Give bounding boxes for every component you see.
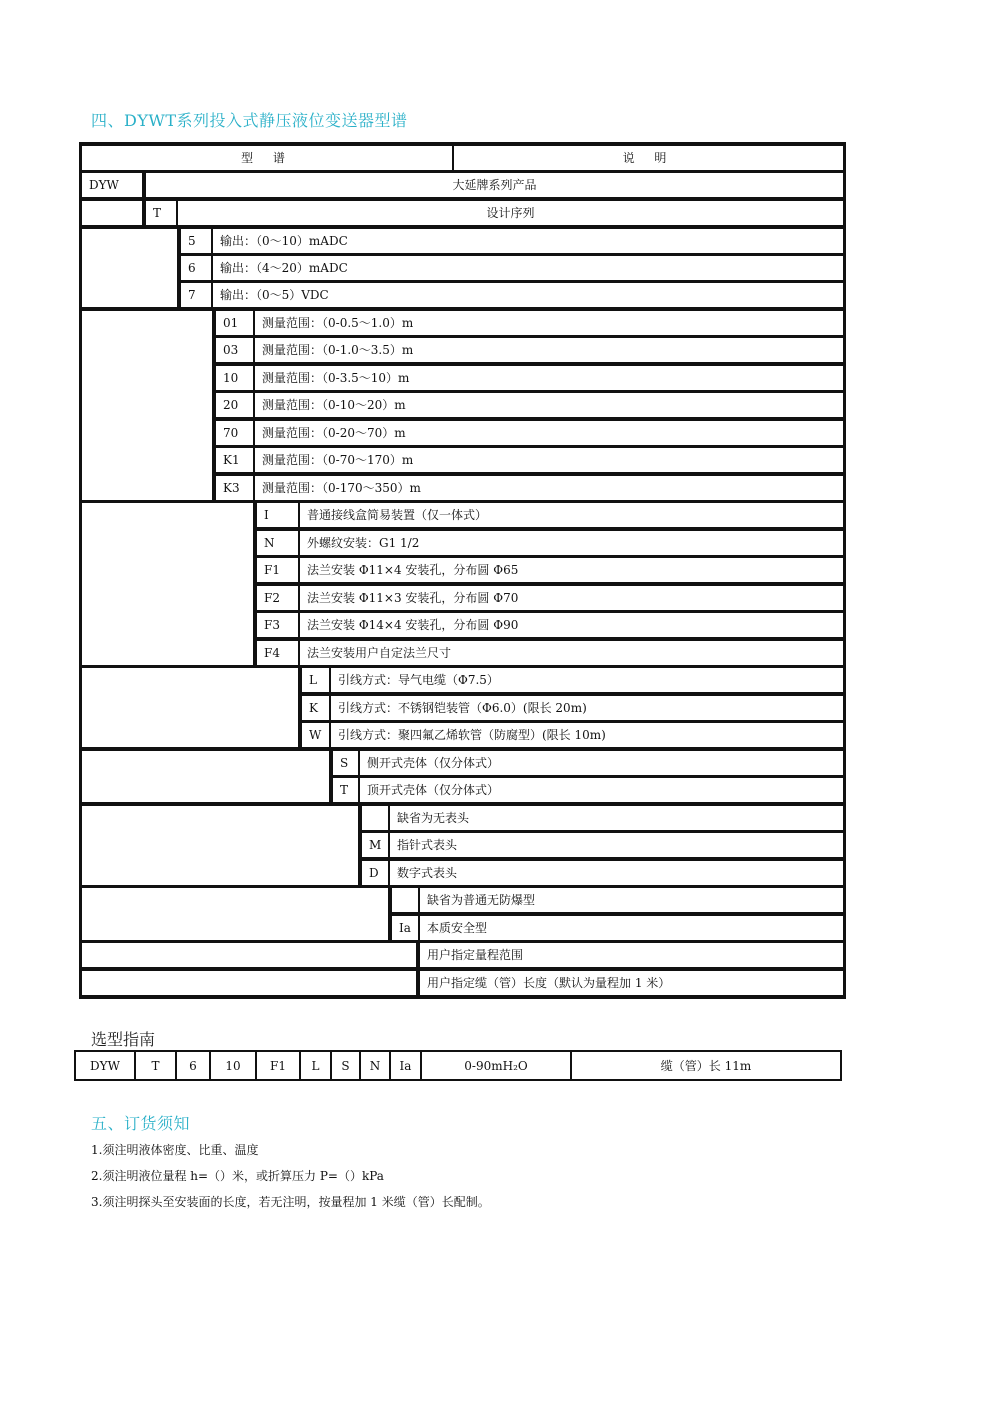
code-cell: N xyxy=(255,529,300,557)
description-cell: 测量范围：（0-1.0～3.5）m xyxy=(253,336,845,364)
order-note: 3.须注明探头至安装面的长度，若无注明，按量程加 1 米缆（管）长配制。 xyxy=(91,1195,490,1209)
code-cell: F3 xyxy=(255,611,300,639)
description-cell: 本质安全型 xyxy=(418,914,845,942)
code-cell: S xyxy=(331,749,360,777)
section-5-title: 五、订货须知 xyxy=(91,1114,191,1133)
group-blank-cell xyxy=(80,199,144,227)
guide-cell: 6 xyxy=(175,1050,211,1081)
group-blank-cell xyxy=(80,666,300,749)
description-cell: 输出：（4～20）mADC xyxy=(211,254,845,282)
group-blank-cell xyxy=(80,969,418,997)
code-cell: 20 xyxy=(214,391,255,419)
code-cell: W xyxy=(300,721,331,749)
description-cell: 测量范围：（0-170～350）m xyxy=(253,474,845,502)
code-cell: 70 xyxy=(214,419,255,447)
code-cell: 01 xyxy=(214,309,255,337)
guide-cell: N xyxy=(359,1050,391,1081)
code-cell: 03 xyxy=(214,336,255,364)
description-cell: 法兰安装 Φ11×3 安装孔，分布圆 Φ70 xyxy=(298,584,845,612)
guide-cell: DYW xyxy=(74,1050,136,1081)
description-cell: 设计序列 xyxy=(176,199,845,227)
code-cell: K1 xyxy=(214,446,255,474)
code-cell: F4 xyxy=(255,639,300,667)
description-cell: 外螺纹安装：G1 1/2 xyxy=(298,529,845,557)
guide-cell: 10 xyxy=(209,1050,257,1081)
guide-cell: F1 xyxy=(255,1050,301,1081)
group-blank-cell xyxy=(80,227,179,309)
description-cell: 引线方式：导气电缆（Φ7.5） xyxy=(329,666,845,694)
code-cell: Ia xyxy=(390,914,420,942)
code-cell: F2 xyxy=(255,584,300,612)
description-cell: 法兰安装 Φ11×4 安装孔，分布圆 Φ65 xyxy=(298,556,845,584)
description-cell: 测量范围：（0-0.5～1.0）m xyxy=(253,309,845,337)
description-cell: 侧开式壳体（仅分体式） xyxy=(358,749,845,777)
description-cell: 测量范围：（0-10～20）m xyxy=(253,391,845,419)
order-note: 1.须注明液体密度、比重、温度 xyxy=(91,1143,259,1157)
code-cell: 6 xyxy=(179,254,213,282)
code-cell: T xyxy=(144,199,178,227)
code-cell: D xyxy=(360,859,390,887)
description-cell: 法兰安装 Φ14×4 安装孔，分布圆 Φ90 xyxy=(298,611,845,639)
description-cell: 大延牌系列产品 xyxy=(144,171,845,199)
description-cell: 缺省为普通无防爆型 xyxy=(418,886,845,914)
description-cell: 用户指定缆（管）长度（默认为量程加 1 米） xyxy=(418,969,845,997)
code-cell: 5 xyxy=(179,227,213,255)
description-cell: 缺省为无表头 xyxy=(388,804,845,832)
code-cell: T xyxy=(331,776,360,804)
code-cell: 10 xyxy=(214,364,255,392)
description-cell: 普通接线盒简易装置（仅一体式） xyxy=(298,501,845,529)
guide-cell: 0-90mH₂O xyxy=(420,1050,572,1081)
description-cell: 指针式表头 xyxy=(388,831,845,859)
code-cell: M xyxy=(360,831,390,859)
description-cell: 用户指定量程范围 xyxy=(418,941,845,969)
guide-cell: T xyxy=(134,1050,177,1081)
group-blank-cell xyxy=(80,886,390,942)
section-4-title: 四、DYWT系列投入式静压液位变送器型谱 xyxy=(91,111,408,130)
code-cell: F1 xyxy=(255,556,300,584)
code-cell: DYW xyxy=(80,171,144,199)
guide-cell: S xyxy=(330,1050,361,1081)
order-notes xyxy=(91,1137,490,1215)
guide-cell: L xyxy=(299,1050,332,1081)
code-cell xyxy=(390,886,420,914)
code-cell: K3 xyxy=(214,474,255,502)
code-cell: 7 xyxy=(179,281,213,309)
code-cell: L xyxy=(300,666,331,694)
code-cell: K xyxy=(300,694,331,722)
description-cell: 顶开式壳体（仅分体式） xyxy=(358,776,845,804)
guide-cell: Ia xyxy=(389,1050,422,1081)
description-cell: 法兰安装用户自定法兰尺寸 xyxy=(298,639,845,667)
group-blank-cell xyxy=(80,501,255,667)
group-blank-cell xyxy=(80,941,418,969)
description-cell: 输出：（0～5）VDC xyxy=(211,281,845,309)
group-blank-cell xyxy=(80,309,214,502)
group-blank-cell xyxy=(80,804,360,887)
description-cell: 测量范围：（0-3.5～10）m xyxy=(253,364,845,392)
description-cell: 测量范围：（0-20～70）m xyxy=(253,419,845,447)
description-cell: 输出：（0～10）mADC xyxy=(211,227,845,255)
guide-cell: 缆（管）长 11m xyxy=(570,1050,842,1081)
order-note: 2.须注明液位量程 h=（）米，或折算压力 P=（）kPa xyxy=(91,1169,384,1183)
code-cell xyxy=(360,804,390,832)
description-cell: 测量范围：（0-70～170）m xyxy=(253,446,845,474)
description-cell: 引线方式：聚四氟乙烯软管（防腐型）(限长 10m) xyxy=(329,721,845,749)
header-desc-cell: 说 明 xyxy=(452,144,845,172)
code-cell: I xyxy=(255,501,300,529)
group-blank-cell xyxy=(80,749,331,804)
selection-guide-title: 选型指南 xyxy=(91,1030,156,1049)
header-model-cell: 型 谱 xyxy=(80,144,454,172)
description-cell: 引线方式：不锈钢铠装管（Φ6.0）(限长 20m) xyxy=(329,694,845,722)
description-cell: 数字式表头 xyxy=(388,859,845,887)
